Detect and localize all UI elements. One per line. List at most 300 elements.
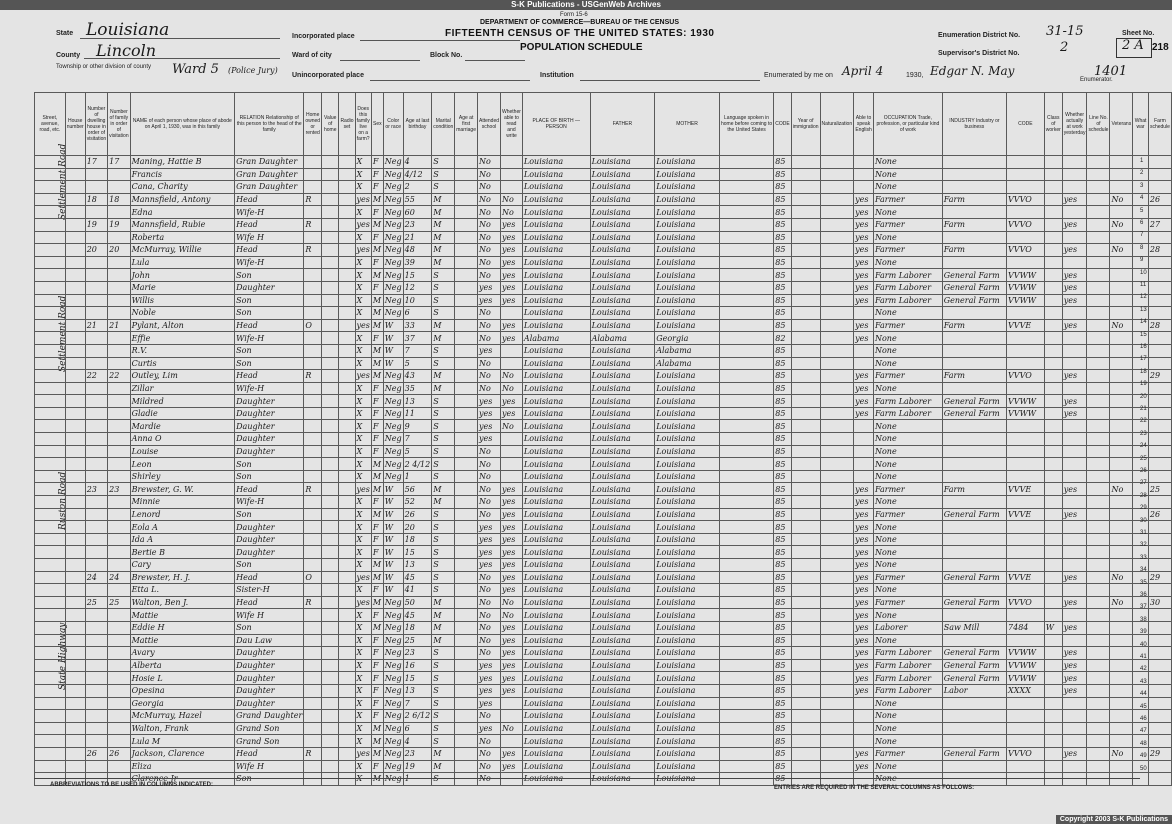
cell-rel: Head [235, 370, 304, 383]
cell-empty [65, 735, 85, 748]
cell-dw: 24 [85, 571, 107, 584]
cell-mar: S [432, 722, 455, 735]
cell-own: R [304, 747, 322, 760]
cell-own [304, 710, 322, 723]
cell-empty [65, 760, 85, 773]
cell-code: 85 [774, 357, 791, 370]
cell-empty [1087, 470, 1110, 483]
cell-sex: F [371, 231, 383, 244]
cell-farm: X [355, 722, 371, 735]
cell-rel: Gran Daughter [235, 168, 304, 181]
cell-empty [455, 458, 478, 471]
cell-name: Eliza [130, 760, 235, 773]
cell-own [304, 294, 322, 307]
column-header: FATHER [590, 93, 655, 156]
cell-code: 85 [774, 533, 791, 546]
cell-eng: yes [854, 672, 874, 685]
cell-occ: Farmer [873, 508, 942, 521]
cell-empty [719, 697, 773, 710]
cell-empty [719, 269, 773, 282]
cell-code: 85 [774, 546, 791, 559]
cell-mar: M [432, 634, 455, 647]
line-number: 38 [1140, 616, 1147, 623]
cell-empty [455, 294, 478, 307]
cell-ind: General Farm [942, 395, 1006, 408]
cell-sex: F [371, 533, 383, 546]
cell-birth: Louisiana [522, 710, 590, 723]
cell-occ: None [873, 521, 942, 534]
cell-radio [339, 747, 355, 760]
incorporated-label: Incorporated place [292, 33, 355, 40]
line-number: 10 [1140, 269, 1147, 276]
cell-occ: None [873, 357, 942, 370]
cell-school: No [477, 445, 500, 458]
cell-name: Pylant, Alton [130, 319, 235, 332]
cell-radio [339, 168, 355, 181]
table-row [35, 395, 1172, 408]
cell-cls [1044, 168, 1062, 181]
cell-occ: None [873, 256, 942, 269]
cell-empty [791, 596, 820, 609]
cell-vet [1110, 672, 1133, 685]
cell-own [304, 672, 322, 685]
cell-age: 37 [403, 332, 432, 345]
cell-birth: Louisiana [522, 634, 590, 647]
cell-mother: Louisiana [655, 269, 720, 282]
cell-empty [791, 218, 820, 231]
cell-empty [322, 168, 339, 181]
cell-fs [1148, 672, 1171, 685]
cell-occ: None [873, 470, 942, 483]
cell-fam: 19 [108, 218, 130, 231]
cell-mother: Louisiana [655, 760, 720, 773]
cell-birth: Louisiana [522, 407, 590, 420]
cell-dw: 26 [85, 747, 107, 760]
cell-code: 85 [774, 307, 791, 320]
cell-ocode [1007, 357, 1045, 370]
cell-father: Louisiana [590, 596, 655, 609]
cell-empty [65, 193, 85, 206]
cell-own [304, 281, 322, 294]
cell-work: yes [1062, 319, 1087, 332]
cell-empty [820, 559, 854, 572]
cell-empty [322, 294, 339, 307]
cell-mother: Louisiana [655, 659, 720, 672]
line-number: 46 [1140, 716, 1147, 722]
cell-read [501, 433, 523, 446]
line-number: 3 [1140, 182, 1144, 189]
cell-race: Neg [384, 673, 402, 683]
cell-empty [65, 659, 85, 672]
cell-own [304, 559, 322, 572]
cell-empty [35, 256, 66, 269]
cell-code: 85 [774, 420, 791, 433]
cell-ind: General Farm [942, 647, 1006, 660]
table-row [35, 357, 1172, 370]
cell-birth: Louisiana [522, 621, 590, 634]
cell-birth: Louisiana [522, 181, 590, 194]
cell-fs [1148, 420, 1171, 433]
cell-radio [339, 218, 355, 231]
cell-work [1062, 559, 1087, 572]
cell-mar: S [432, 433, 455, 446]
cell-occ: Farmer [873, 218, 942, 231]
enum-district-label: Enumeration District No. [938, 32, 1021, 39]
cell-ind [942, 609, 1006, 622]
cell-eng: yes [854, 269, 874, 282]
cell-fs [1148, 559, 1171, 572]
table-row [35, 319, 1172, 332]
cell-radio [339, 659, 355, 672]
cell-fs: 26 [1148, 508, 1171, 521]
cell-empty [65, 521, 85, 534]
cell-empty [719, 370, 773, 383]
cell-empty [719, 722, 773, 735]
cell-empty [719, 344, 773, 357]
cell-empty [65, 395, 85, 408]
cell-empty [65, 672, 85, 685]
cell-farm: X [355, 445, 371, 458]
cell-empty [322, 281, 339, 294]
cell-empty [35, 483, 66, 496]
cell-radio [339, 206, 355, 219]
cell-name: John [130, 269, 235, 282]
cell-age: 13 [403, 684, 432, 697]
table-row [35, 508, 1172, 521]
cell-work [1062, 546, 1087, 559]
cell-empty [820, 722, 854, 735]
cell-empty [35, 609, 66, 622]
table-row [35, 483, 1172, 496]
cell-empty [35, 294, 66, 307]
cell-empty [719, 231, 773, 244]
cell-birth: Louisiana [522, 218, 590, 231]
cell-ocode [1007, 609, 1045, 622]
table-row [35, 407, 1172, 420]
cell-dw: 18 [85, 193, 107, 206]
cell-own [304, 533, 322, 546]
cell-empty [322, 307, 339, 320]
cell-occ: Farm Laborer [873, 281, 942, 294]
cell-empty [455, 269, 478, 282]
cell-father: Louisiana [590, 508, 655, 521]
cell-code: 85 [774, 433, 791, 446]
cell-empty [1087, 697, 1110, 710]
column-header: Age at last birthday [403, 93, 432, 156]
cell-farm: X [355, 294, 371, 307]
cell-code: 85 [774, 747, 791, 760]
cell-race: Neg [384, 169, 402, 179]
cell-school: No [477, 508, 500, 521]
cell-age: 20 [403, 521, 432, 534]
cell-father: Louisiana [590, 357, 655, 370]
cell-name: Opesina [130, 684, 235, 697]
cell-empty [1087, 684, 1110, 697]
cell-empty [820, 634, 854, 647]
cell-father: Louisiana [590, 647, 655, 660]
cell-birth: Louisiana [522, 760, 590, 773]
cell-empty [35, 496, 66, 509]
cell-dw [85, 760, 107, 773]
cell-school: No [477, 181, 500, 194]
cell-fs [1148, 621, 1171, 634]
table-row [35, 332, 1172, 345]
cell-empty [1087, 521, 1110, 534]
cell-ind [942, 382, 1006, 395]
cell-occ: None [873, 533, 942, 546]
line-number: 19 [1140, 381, 1147, 388]
cell-fam [108, 357, 130, 370]
cell-empty [1087, 181, 1110, 194]
cell-age: 50 [403, 596, 432, 609]
cell-empty [719, 244, 773, 257]
cell-ind: General Farm [942, 281, 1006, 294]
cell-name: Lula M [130, 735, 235, 748]
cell-empty [719, 445, 773, 458]
cell-vet [1110, 370, 1133, 383]
cell-radio [339, 609, 355, 622]
cell-eng: yes [854, 647, 874, 660]
cell-mother: Louisiana [655, 533, 720, 546]
table-row [35, 735, 1172, 748]
column-header: Naturalization [820, 93, 854, 156]
cell-empty [1087, 244, 1110, 257]
cell-empty [1087, 634, 1110, 647]
cell-empty [322, 496, 339, 509]
cell-work [1062, 231, 1087, 244]
cell-code: 85 [774, 684, 791, 697]
cell-fs [1148, 773, 1171, 786]
cell-sex: M [371, 470, 383, 483]
cell-cls [1044, 319, 1062, 332]
cell-age: 7 [403, 433, 432, 446]
cell-school: yes [477, 697, 500, 710]
cell-empty [791, 231, 820, 244]
cell-fs [1148, 307, 1171, 320]
cell-cls [1044, 684, 1062, 697]
cell-dw [85, 307, 107, 320]
cell-name: Lula [130, 256, 235, 269]
cell-empty [65, 621, 85, 634]
cell-cls [1044, 584, 1062, 597]
cell-own: O [304, 319, 322, 332]
cell-mar: S [432, 684, 455, 697]
cell-empty [65, 294, 85, 307]
cell-read: yes [501, 294, 523, 307]
cell-father: Louisiana [590, 244, 655, 257]
cell-cls [1044, 420, 1062, 433]
cell-ind: General Farm [942, 659, 1006, 672]
cell-sex: F [371, 496, 383, 509]
cell-own: R [304, 596, 322, 609]
cell-own [304, 344, 322, 357]
cell-rel: Daughter [235, 647, 304, 660]
cell-empty [1087, 735, 1110, 748]
cell-read: yes [501, 559, 523, 572]
cell-birth: Louisiana [522, 168, 590, 181]
cell-vet [1110, 760, 1133, 773]
cell-cls [1044, 634, 1062, 647]
cell-empty [455, 596, 478, 609]
cell-birth: Louisiana [522, 156, 590, 169]
cell-school: yes [477, 344, 500, 357]
cell-birth: Louisiana [522, 458, 590, 471]
cell-eng: yes [854, 609, 874, 622]
cell-school: yes [477, 294, 500, 307]
cell-mother: Louisiana [655, 571, 720, 584]
cell-farm: X [355, 407, 371, 420]
line-number: 35 [1140, 579, 1147, 586]
cell-own: R [304, 193, 322, 206]
cell-mother: Louisiana [655, 231, 720, 244]
line-number: 36 [1140, 592, 1147, 598]
cell-mother: Louisiana [655, 596, 720, 609]
archive-banner: S-K Publications - USGenWeb Archives [0, 0, 1172, 10]
cell-empty [719, 621, 773, 634]
cell-empty [322, 521, 339, 534]
cell-empty [35, 521, 66, 534]
cell-fam [108, 760, 130, 773]
cell-rel: Daughter [235, 445, 304, 458]
cell-mother: Louisiana [655, 647, 720, 660]
incorporated-underline [360, 40, 520, 41]
cell-cls [1044, 269, 1062, 282]
cell-birth: Louisiana [522, 596, 590, 609]
institution-label: Institution [540, 72, 574, 79]
line-number: 5 [1140, 207, 1144, 214]
cell-fs [1148, 609, 1171, 622]
cell-empty [35, 168, 66, 181]
cell-sex: F [371, 672, 383, 685]
cell-cls [1044, 395, 1062, 408]
line-number: 33 [1140, 554, 1147, 561]
cell-vet [1110, 470, 1133, 483]
cell-empty [719, 508, 773, 521]
cell-own [304, 621, 322, 634]
cell-age: 23 [403, 747, 432, 760]
column-header: Does this family live on a farm? [355, 93, 371, 156]
cell-birth: Louisiana [522, 496, 590, 509]
cell-empty [322, 244, 339, 257]
table-row [35, 684, 1172, 697]
cell-empty [1087, 370, 1110, 383]
cell-radio [339, 483, 355, 496]
cell-fam [108, 659, 130, 672]
cell-fam [108, 395, 130, 408]
cell-birth: Louisiana [522, 420, 590, 433]
cell-read: yes [501, 571, 523, 584]
cell-mother: Louisiana [655, 672, 720, 685]
cell-empty [322, 319, 339, 332]
cell-code: 85 [774, 584, 791, 597]
cell-code: 85 [774, 470, 791, 483]
cell-fam [108, 168, 130, 181]
cell-name: Mildred [130, 395, 235, 408]
cell-work [1062, 697, 1087, 710]
cell-ocode: VVVE [1007, 508, 1045, 521]
cell-fam [108, 508, 130, 521]
cell-eng [854, 722, 874, 735]
cell-empty [322, 357, 339, 370]
cell-rel: Son [235, 559, 304, 572]
line-number: 44 [1140, 691, 1147, 698]
cell-work: yes [1062, 269, 1087, 282]
cell-race: Neg [384, 698, 402, 708]
cell-ind [942, 559, 1006, 572]
cell-empty [1087, 508, 1110, 521]
cell-race: Neg [384, 258, 402, 268]
cell-eng: yes [854, 206, 874, 219]
cell-empty [791, 735, 820, 748]
cell-radio [339, 684, 355, 697]
cell-mother: Louisiana [655, 433, 720, 446]
cell-mother: Louisiana [655, 773, 720, 786]
cell-radio [339, 269, 355, 282]
cell-empty [820, 168, 854, 181]
cell-empty [820, 269, 854, 282]
column-header: CODE [1007, 93, 1045, 156]
cell-farm: X [355, 584, 371, 597]
cell-empty [35, 508, 66, 521]
cell-name: Anna O [130, 433, 235, 446]
table-row [35, 206, 1172, 219]
county-label: County [56, 52, 81, 59]
cell-empty [791, 281, 820, 294]
cell-empty [65, 218, 85, 231]
cell-birth: Louisiana [522, 521, 590, 534]
cell-radio [339, 760, 355, 773]
cell-school: yes [477, 521, 500, 534]
table-row [35, 420, 1172, 433]
cell-sex: F [371, 332, 383, 345]
cell-empty [820, 193, 854, 206]
cell-ind [942, 584, 1006, 597]
cell-rel: Wife H [235, 231, 304, 244]
cell-name: Brewster, H. J. [130, 571, 235, 584]
cell-empty [1087, 672, 1110, 685]
cell-father: Louisiana [590, 496, 655, 509]
cell-fam [108, 647, 130, 660]
block-label: Block No. [430, 52, 463, 59]
cell-empty [820, 483, 854, 496]
cell-empty [1087, 344, 1110, 357]
cell-empty [322, 609, 339, 622]
cell-vet [1110, 584, 1133, 597]
column-header: INDUSTRY Industry or business [942, 93, 1006, 156]
cell-empty [35, 370, 66, 383]
cell-empty [820, 181, 854, 194]
cell-empty [820, 609, 854, 622]
cell-empty [791, 533, 820, 546]
cell-sex: F [371, 760, 383, 773]
cell-code: 85 [774, 269, 791, 282]
cell-radio [339, 407, 355, 420]
cell-school: No [477, 621, 500, 634]
cell-cls [1044, 647, 1062, 660]
cell-fs [1148, 256, 1171, 269]
cell-own [304, 206, 322, 219]
cell-fam: 21 [108, 319, 130, 332]
cell-empty [719, 747, 773, 760]
cell-empty [35, 697, 66, 710]
cell-radio [339, 193, 355, 206]
cell-ocode [1007, 735, 1045, 748]
cell-fs [1148, 584, 1171, 597]
cell-empty [322, 760, 339, 773]
cell-empty [719, 571, 773, 584]
cell-race: Neg [384, 157, 402, 167]
cell-farm: X [355, 206, 371, 219]
